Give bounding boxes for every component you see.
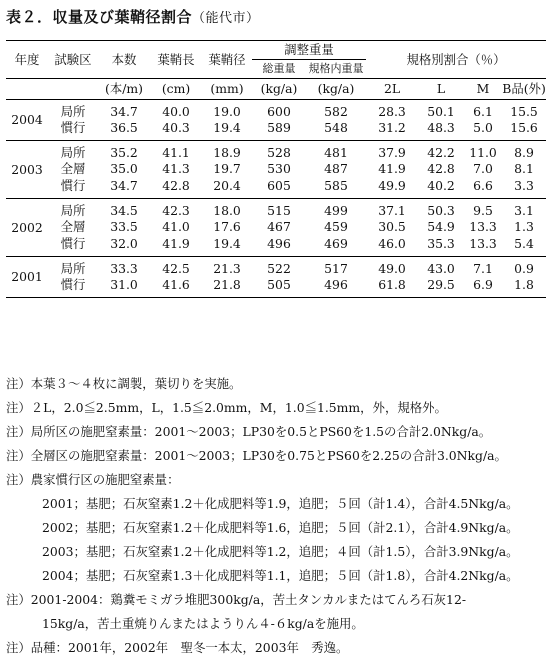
- value-cell: 17.6: [213, 219, 241, 234]
- value-cell: 1.3: [514, 219, 534, 234]
- value-cell: 40.3: [162, 119, 190, 135]
- value-cell: 515: [267, 202, 291, 218]
- value-cell: 40.2: [427, 177, 455, 193]
- plot-cell: 慣行: [60, 235, 86, 251]
- value-cell: 41.0: [162, 219, 190, 234]
- header-year: 年度: [14, 51, 40, 67]
- value-cell: 42.8: [162, 177, 190, 193]
- table-row: [6, 120, 546, 141]
- value-cell: 487: [324, 161, 348, 176]
- unit-cell: M: [476, 81, 490, 96]
- value-cell: 5.4: [514, 235, 534, 251]
- note-line: 注）品種：2001年，2002年 聖冬一本太，2003年 秀逸。: [6, 640, 349, 655]
- note-line: 注）農家慣行区の施肥窒素量：: [6, 472, 180, 487]
- value-cell: 496: [267, 235, 291, 251]
- value-cell: 36.5: [110, 119, 138, 135]
- value-cell: 582: [324, 103, 348, 119]
- note-line: 注）本葉３～４枚に調製，葉切りを実施。: [6, 376, 242, 391]
- footnotes: [6, 372, 550, 660]
- note-line: 2001；基肥；石灰窒素1.2＋化成肥料等1.9，追肥；５回（計1.4），合計4.5Nkg/a。: [42, 496, 519, 511]
- value-cell: 600: [267, 103, 291, 119]
- header-total-weight: 総重量: [262, 62, 296, 75]
- year-cell: 2003: [11, 161, 43, 177]
- value-cell: 517: [324, 260, 348, 276]
- value-cell: 9.5: [473, 202, 493, 218]
- table-row: [6, 141, 546, 161]
- value-cell: 505: [267, 276, 291, 292]
- year-cell: 2004: [11, 112, 43, 127]
- header-sheath-diameter: 葉鞘径: [208, 51, 246, 67]
- note-line: 2003；基肥；石灰窒素1.2＋化成肥料等1.2，追肥；４回（計1.5），合計3.9Nkg/a。: [42, 544, 519, 559]
- value-cell: 41.9: [162, 235, 190, 251]
- value-cell: 35.3: [427, 235, 455, 251]
- header-plot: 試験区: [54, 51, 92, 67]
- plot-cell: 全層: [60, 219, 86, 234]
- value-cell: 32.0: [110, 235, 138, 251]
- table-row: [6, 219, 546, 236]
- value-cell: 13.3: [469, 235, 497, 251]
- value-cell: 37.1: [378, 202, 406, 218]
- value-cell: 3.3: [514, 177, 534, 193]
- value-cell: 42.3: [162, 202, 190, 218]
- value-cell: 49.0: [378, 260, 406, 276]
- value-cell: 35.2: [110, 144, 138, 160]
- value-cell: 31.0: [110, 276, 138, 292]
- value-cell: 41.6: [162, 276, 190, 292]
- note-line: 15kg/a，苦土重焼りんまたはようりん４-６kg/aを施用。: [42, 616, 364, 631]
- header-within-spec-weight: 規格内重量: [308, 62, 364, 75]
- value-cell: 1.8: [514, 276, 534, 292]
- table-body: [6, 100, 546, 298]
- plot-cell: 局所: [60, 144, 86, 160]
- value-cell: 50.1: [427, 103, 455, 119]
- value-cell: 21.3: [213, 260, 241, 276]
- value-cell: 40.0: [162, 103, 190, 119]
- value-cell: 41.9: [378, 161, 406, 176]
- value-cell: 21.8: [213, 276, 241, 292]
- value-cell: 589: [267, 119, 291, 135]
- table-row: [6, 257, 546, 277]
- value-cell: 11.0: [469, 144, 497, 160]
- value-cell: 6.9: [473, 276, 493, 292]
- plot-cell: 局所: [60, 202, 86, 218]
- table-header: [6, 41, 546, 100]
- header-sheath-length: 葉鞘長: [157, 51, 195, 67]
- table-row: [6, 236, 546, 257]
- value-cell: 37.9: [378, 144, 406, 160]
- value-cell: 522: [267, 260, 291, 276]
- value-cell: 43.0: [427, 260, 455, 276]
- note-line: 注）２L，2.0≦2.5mm，L，1.5≦2.0mm，M，1.0≦1.5mm，外，規格外。: [6, 400, 447, 415]
- value-cell: 6.6: [473, 177, 493, 193]
- header-grade-ratio: 規格別割合（％）: [406, 51, 506, 67]
- value-cell: 48.3: [427, 119, 455, 135]
- value-cell: 50.3: [427, 202, 455, 218]
- table-title: [6, 6, 260, 27]
- value-cell: 19.0: [213, 103, 241, 119]
- unit-cell: (kg/a): [317, 81, 355, 96]
- value-cell: 548: [324, 119, 348, 135]
- unit-cell: (kg/a): [260, 81, 298, 96]
- value-cell: 3.1: [514, 202, 534, 218]
- value-cell: 54.9: [427, 219, 455, 234]
- value-cell: 528: [267, 144, 291, 160]
- note-line: 注）2001-2004：鶏糞モミガラ堆肥300kg/a，苦土タンカルまたはてんろ石灰12-: [6, 592, 467, 607]
- table-title-main: 表２．収量及び葉鞘径割合: [6, 8, 193, 26]
- unit-cell: (mm): [210, 81, 244, 96]
- value-cell: 15.5: [510, 103, 538, 119]
- value-cell: 42.8: [427, 161, 455, 176]
- value-cell: 530: [267, 161, 291, 176]
- value-cell: 585: [324, 177, 348, 193]
- value-cell: 31.2: [378, 119, 406, 135]
- value-cell: 7.0: [473, 161, 493, 176]
- value-cell: 34.7: [110, 103, 138, 119]
- table-row: [6, 277, 546, 298]
- year-cell: 2001: [11, 269, 43, 284]
- value-cell: 18.0: [213, 202, 241, 218]
- unit-cell: (cm): [161, 81, 191, 96]
- value-cell: 41.1: [162, 144, 190, 160]
- value-cell: 20.4: [213, 177, 241, 193]
- plot-cell: 慣行: [60, 177, 86, 193]
- value-cell: 19.4: [213, 235, 241, 251]
- value-cell: 5.0: [473, 119, 493, 135]
- value-cell: 41.3: [162, 161, 190, 176]
- header-adjusted-weight: 調整重量: [252, 41, 366, 60]
- header-count: 本数: [111, 51, 137, 67]
- value-cell: 19.4: [213, 119, 241, 135]
- unit-cell: 2L: [383, 81, 401, 96]
- plot-cell: 慣行: [60, 276, 86, 292]
- note-line: 2004；基肥；石灰窒素1.3＋化成肥料等1.1，追肥；５回（計1.8），合計4.2Nkg/a。: [42, 568, 519, 583]
- value-cell: 29.5: [427, 276, 455, 292]
- value-cell: 467: [267, 219, 291, 234]
- value-cell: 61.8: [378, 276, 406, 292]
- plot-cell: 局所: [60, 103, 86, 119]
- note-line: 注）全層区の施肥窒素量：2001～2003；LP30を0.75とPS60を2.25の合計3.0Nkg/a。: [6, 448, 507, 463]
- value-cell: 7.1: [473, 260, 493, 276]
- value-cell: 469: [324, 235, 348, 251]
- value-cell: 18.9: [213, 144, 241, 160]
- unit-cell: L: [436, 81, 446, 96]
- note-line: 2002；基肥；石灰窒素1.2＋化成肥料等1.6，追肥；５回（計2.1），合計4.9Nkg/a。: [42, 520, 519, 535]
- table-row: [6, 161, 546, 178]
- value-cell: 0.9: [514, 260, 534, 276]
- table-row: [6, 199, 546, 219]
- value-cell: 35.0: [110, 161, 138, 176]
- year-cell: 2002: [11, 219, 43, 235]
- value-cell: 8.1: [514, 161, 534, 176]
- value-cell: 42.5: [162, 260, 190, 276]
- unit-cell: (本/m): [105, 81, 143, 96]
- value-cell: 499: [324, 202, 348, 218]
- value-cell: 8.9: [514, 144, 534, 160]
- value-cell: 496: [324, 276, 348, 292]
- value-cell: 459: [324, 219, 348, 234]
- value-cell: 19.7: [213, 161, 241, 176]
- unit-cell: B品(外): [502, 81, 546, 96]
- value-cell: 6.1: [473, 103, 493, 119]
- table-title-location: （能代市）: [192, 11, 260, 26]
- value-cell: 49.9: [378, 177, 406, 193]
- value-cell: 30.5: [378, 219, 406, 234]
- value-cell: 605: [267, 177, 291, 193]
- value-cell: 42.2: [427, 144, 455, 160]
- yield-table: [6, 40, 546, 298]
- plot-cell: 慣行: [60, 119, 86, 135]
- note-line: 注）局所区の施肥窒素量：2001～2003；LP30を0.5とPS60を1.5の合計2.0Nkg/a。: [6, 424, 492, 439]
- value-cell: 34.5: [110, 202, 138, 218]
- value-cell: 33.3: [110, 260, 138, 276]
- value-cell: 34.7: [110, 177, 138, 193]
- plot-cell: 局所: [60, 260, 86, 276]
- plot-cell: 全層: [60, 161, 86, 176]
- value-cell: 33.5: [110, 219, 138, 234]
- table-row: [6, 100, 546, 120]
- value-cell: 481: [324, 144, 348, 160]
- value-cell: 13.3: [469, 219, 497, 234]
- value-cell: 28.3: [378, 103, 406, 119]
- table-row: [6, 178, 546, 199]
- value-cell: 15.6: [510, 119, 538, 135]
- value-cell: 46.0: [378, 235, 406, 251]
